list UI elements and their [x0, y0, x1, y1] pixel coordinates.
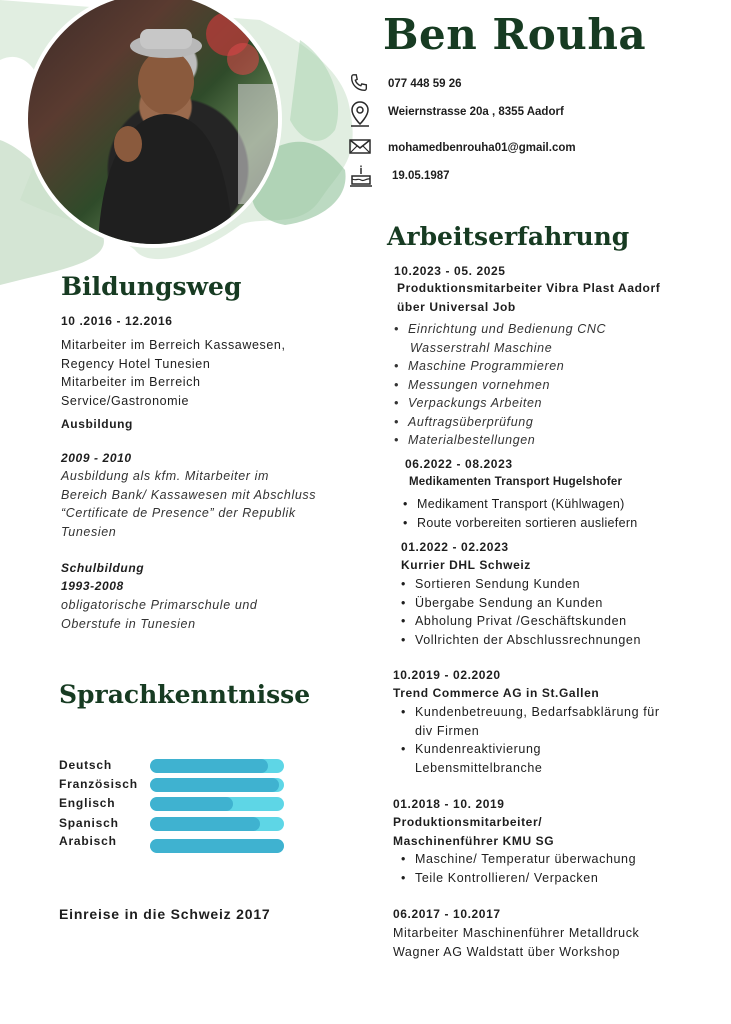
language-name: Deutsch	[59, 758, 112, 772]
language-level-fill	[150, 817, 260, 831]
person-name: Ben Rouha	[383, 10, 647, 59]
job-bullets	[401, 850, 721, 887]
education-job-line: Mitarbeiter im Berreich Kassawesen,	[61, 338, 286, 352]
birthdate-text: 19.05.1987	[392, 170, 450, 182]
language-level-fill	[150, 759, 268, 773]
school-text	[61, 596, 351, 633]
job-bullets	[401, 575, 721, 649]
language-level-fill	[150, 797, 233, 811]
languages-heading: Sprachkenntnisse	[59, 680, 311, 709]
job-bullet	[401, 703, 721, 740]
job-bullet: • Vollrichten der Abschlussrechnungen	[401, 631, 721, 650]
ausbildung-date: 2009 - 2010	[61, 451, 132, 465]
job-date: 10.2023 - 05. 2025	[394, 264, 506, 278]
education-job-line: Mitarbeiter im Berreich	[61, 375, 201, 389]
job-title	[397, 279, 717, 316]
job-date: 01.2022 - 02.2023	[401, 540, 509, 554]
job-bullet-cont: Wasserstrahl Maschine	[410, 340, 553, 355]
job-bullet: • Abholung Privat /Geschäftskunden	[401, 612, 721, 631]
ausbildung-line: “Certificate de Presence” der Republik	[61, 506, 296, 520]
job-bullet: • Maschine/ Temperatur überwachung	[401, 850, 721, 869]
job-bullet: • Maschine Programmieren	[394, 357, 714, 376]
language-name: Französisch	[59, 777, 138, 791]
job-date: 01.2018 - 10. 2019	[393, 797, 505, 811]
job-bullet: • Teile Kontrollieren/ Verpacken	[401, 869, 721, 888]
location-pin-icon	[348, 100, 372, 128]
email-text: mohamedbenrouha01@gmail.com	[388, 142, 576, 154]
job-bullet: • Medikament Transport (Kühlwagen)	[403, 495, 723, 514]
job-bullet: • Sortieren Sendung Kunden	[401, 575, 721, 594]
ausbildung-label: Ausbildung	[61, 417, 133, 431]
photo-scene	[28, 0, 278, 244]
phone-text: 077 448 59 26	[388, 78, 462, 90]
ausbildung-text	[61, 467, 351, 541]
job-bullet-cont: Lebensmittelbranche	[415, 760, 543, 775]
birthday-cake-icon	[348, 164, 374, 188]
education-job-line: Service/Gastronomie	[61, 393, 190, 408]
language-level-fill	[150, 839, 284, 853]
job-bullet: • Auftragsüberprüfung	[394, 413, 714, 432]
profile-photo	[24, 0, 282, 248]
job-text-line: Mitarbeiter Maschinenführer Metalldruck	[393, 926, 640, 940]
job-title: Kurrier DHL Schweiz	[401, 558, 531, 572]
job-title-line: Produktionsmitarbeiter Vibra Plast Aadorf	[397, 281, 661, 295]
job-text-line: Wagner AG Waldstatt über Workshop	[393, 944, 621, 959]
language-name: Englisch	[59, 796, 116, 810]
language-level-bar	[150, 817, 284, 831]
job-title	[393, 813, 713, 850]
job-bullets	[403, 495, 723, 532]
education-date-1: 10 .2016 - 12.2016	[61, 314, 173, 328]
job-bullet: • Messungen vornehmen	[394, 376, 714, 395]
education-job-line: Regency Hotel Tunesien	[61, 356, 211, 371]
phone-icon	[348, 72, 370, 94]
job-bullet-cont: div Firmen	[415, 723, 480, 738]
school-label: Schulbildung	[61, 561, 145, 575]
language-level-bar	[150, 759, 284, 773]
job-text	[393, 924, 713, 961]
job-title-line: Produktionsmitarbeiter/	[393, 815, 543, 829]
job-bullets	[401, 703, 721, 777]
job-bullet-text: Einrichtung und Bedienung CNC	[408, 322, 607, 336]
job-title-line: über Universal Job	[397, 299, 516, 314]
school-line: Oberstufe in Tunesien	[61, 616, 196, 631]
ausbildung-line: Bereich Bank/ Kassawesen mit Abschluss	[61, 487, 317, 502]
job-bullet: • Route vorbereiten sortieren ausliefern	[403, 514, 723, 533]
language-level-fill	[150, 778, 279, 792]
education-heading: Bildungsweg	[61, 272, 242, 301]
job-bullet: • Übergabe Sendung an Kunden	[401, 594, 721, 613]
school-line: obligatorische Primarschule und	[61, 598, 258, 612]
job-date: 06.2022 - 08.2023	[405, 457, 513, 471]
address-text: Weiernstrasse 20a , 8355 Aadorf	[388, 106, 564, 118]
job-date: 10.2019 - 02.2020	[393, 668, 501, 682]
envelope-icon	[348, 136, 372, 156]
language-level-bar	[150, 778, 284, 792]
job-bullets	[394, 320, 714, 450]
language-level-bar	[150, 797, 284, 811]
job-bullet-text: Kundenbetreuung, Bedarfsabklärung für	[415, 705, 660, 719]
language-level-bar	[150, 839, 284, 853]
job-bullet: • Verpackungs Arbeiten	[394, 394, 714, 413]
job-bullet-text: Kundenreaktivierung	[415, 742, 542, 756]
ausbildung-line: Ausbildung als kfm. Mitarbeiter im	[61, 469, 269, 483]
job-bullet: • Materialbestellungen	[394, 431, 714, 450]
entry-note: Einreise in die Schweiz 2017	[59, 906, 271, 922]
experience-heading: Arbeitserfahrung	[387, 222, 630, 251]
ausbildung-line: Tunesien	[61, 524, 117, 539]
job-title: Trend Commerce AG in St.Gallen	[393, 686, 600, 700]
language-name: Spanisch	[59, 816, 119, 830]
job-title: Medikamenten Transport Hugelshofer	[409, 476, 623, 488]
job-bullet	[401, 740, 721, 777]
language-name: Arabisch	[59, 834, 117, 848]
job-title-line: Maschinenführer KMU SG	[393, 833, 555, 848]
education-job-text	[61, 336, 351, 410]
school-date: 1993-2008	[61, 579, 124, 593]
job-date: 06.2017 - 10.2017	[393, 907, 501, 921]
job-bullet	[394, 320, 714, 357]
